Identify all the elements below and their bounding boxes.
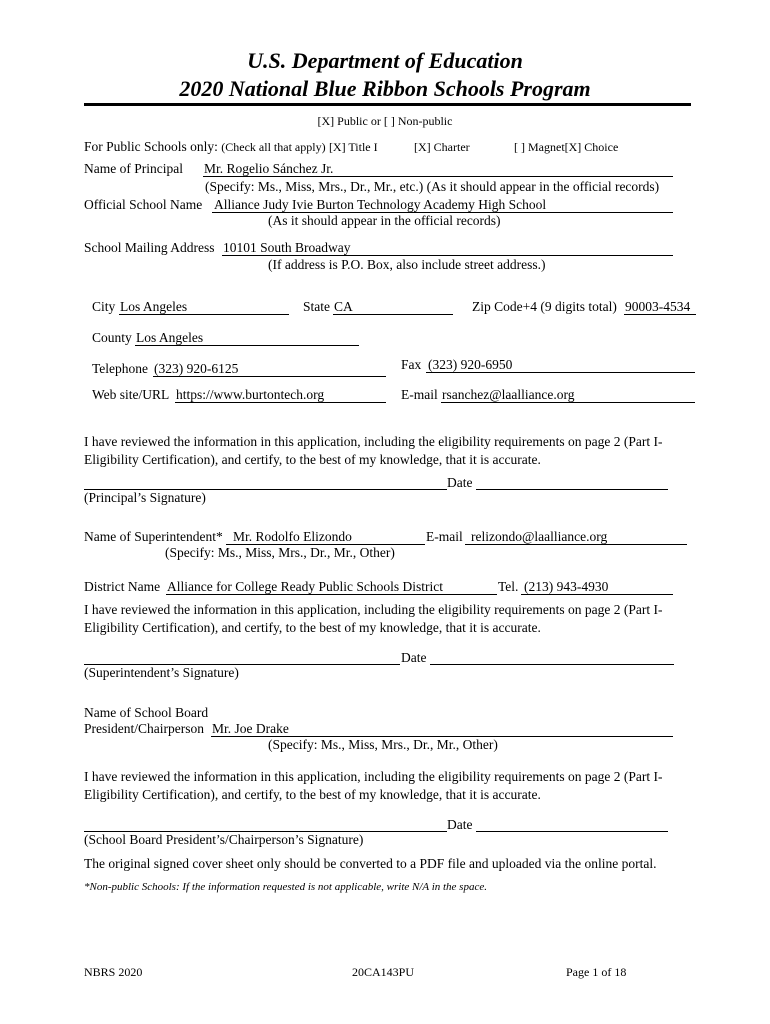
district-tel-label: Tel.	[498, 579, 519, 594]
city-value: Los Angeles	[120, 299, 188, 314]
website-label: Web site/URL	[92, 387, 170, 402]
website-line	[175, 402, 386, 403]
superintendent-date-line	[430, 664, 674, 665]
principal-hint: (Specify: Ms., Miss, Mrs., Dr., Mr., etc.) (As it should appear in the official records)	[205, 179, 660, 194]
telephone-line	[153, 376, 386, 377]
county-label: County	[92, 330, 132, 345]
superintendent-email-line	[465, 544, 687, 545]
school-name-value: Alliance Judy Ivie Burton Technology Academy High School	[214, 197, 547, 212]
superintendent-email-value: relizondo@laalliance.org	[471, 529, 608, 544]
board-date-line	[476, 831, 668, 832]
fax-label: Fax	[401, 357, 422, 372]
magnet-choice-checkbox: [ ] Magnet[X] Choice	[514, 140, 619, 154]
fax-line	[426, 372, 695, 373]
email-line	[441, 402, 695, 403]
state-label: State	[303, 299, 330, 314]
principal-signature-caption: (Principal’s Signature)	[84, 490, 206, 505]
superintendent-certification: I have reviewed the information in this application, including the eligibility requirements on page 2 (Part I-Eligibility Certification), and certify, to the best of my knowledge, that it is accurate.	[84, 602, 663, 635]
mailing-address-hint: (If address is P.O. Box, also include street address.)	[268, 257, 546, 272]
school-name-label: Official School Name	[84, 197, 203, 212]
telephone-value: (323) 920-6125	[154, 361, 239, 376]
district-line	[166, 594, 497, 595]
state-value: CA	[334, 299, 353, 314]
footer-page-number: Page 1 of 18	[566, 965, 627, 979]
zip-value: 90003-4534	[625, 299, 691, 314]
board-label-1: Name of School Board	[84, 705, 209, 720]
board-hint: (Specify: Ms., Miss, Mrs., Dr., Mr., Other)	[268, 737, 498, 752]
superintendent-date-label: Date	[401, 650, 427, 665]
public-only-instruction: (Check all that apply)	[221, 140, 326, 154]
principal-date-line	[476, 489, 668, 490]
board-certification: I have reviewed the information in this application, including the eligibility requirements on page 2 (Part I-Eligibility Certification), and certify, to the best of my knowledge, that it is accurate.	[84, 769, 663, 802]
fax-value: (323) 920-6950	[428, 357, 513, 372]
mailing-address-line	[222, 255, 673, 256]
district-label: District Name	[84, 579, 161, 594]
county-value: Los Angeles	[136, 330, 204, 345]
district-tel-value: (213) 943-4930	[524, 579, 609, 594]
email-value: rsanchez@laalliance.org	[442, 387, 575, 402]
school-type: [X] Public or [ ] Non-public	[317, 114, 453, 128]
board-label-2: President/Chairperson	[84, 721, 204, 736]
city-line	[119, 314, 289, 315]
upload-note: The original signed cover sheet only should be converted to a PDF file and uploaded via the online portal.	[84, 856, 657, 871]
zip-line	[624, 314, 696, 315]
principal-date-label: Date	[447, 475, 473, 490]
superintendent-value: Mr. Rodolfo Elizondo	[233, 529, 352, 544]
mailing-address-value: 10101 South Broadway	[223, 240, 351, 255]
zip-label: Zip Code+4 (9 digits total)	[472, 299, 617, 314]
superintendent-email-label: E-mail	[426, 529, 463, 544]
board-date-label: Date	[447, 817, 473, 832]
footer-center: 20CA143PU	[352, 965, 415, 979]
public-only-text: For Public Schools only:	[84, 139, 218, 154]
superintendent-hint: (Specify: Ms., Miss, Mrs., Dr., Mr., Other)	[165, 545, 395, 560]
nonpublic-note: *Non-public Schools: If the information requested is not applicable, write N/A in the space.	[84, 881, 487, 893]
principal-label: Name of Principal	[84, 161, 183, 176]
page-title: U.S. Department of Education	[247, 48, 523, 73]
principal-line	[203, 176, 673, 177]
title-i-checkbox: [X] Title I	[328, 140, 378, 154]
board-signature-caption: (School Board President’s/Chairperson’s Signature)	[84, 832, 364, 847]
county-line	[135, 345, 359, 346]
website-value: https://www.burtontech.org	[176, 387, 325, 402]
district-value: Alliance for College Ready Public Schools District	[167, 579, 443, 594]
city-label: City	[92, 299, 116, 314]
district-tel-line	[521, 594, 673, 595]
telephone-label: Telephone	[92, 361, 149, 376]
email-label: E-mail	[401, 387, 438, 402]
page-subtitle: 2020 National Blue Ribbon Schools Program	[179, 76, 591, 101]
superintendent-signature-caption: (Superintendent’s Signature)	[84, 665, 239, 680]
principal-value: Mr. Rogelio Sánchez Jr.	[204, 161, 334, 176]
mailing-address-label: School Mailing Address	[84, 240, 215, 255]
footer-left: NBRS 2020	[84, 965, 143, 979]
title-rule	[84, 103, 691, 106]
state-line	[333, 314, 453, 315]
public-only-label	[84, 139, 378, 155]
school-name-hint: (As it should appear in the official records)	[268, 213, 501, 228]
charter-checkbox: [X] Charter	[414, 140, 470, 154]
superintendent-label: Name of Superintendent*	[84, 529, 223, 544]
principal-certification: I have reviewed the information in this application, including the eligibility requirements on page 2 (Part I-Eligibility Certification), and certify, to the best of my knowledge, that it is accurate.	[84, 434, 663, 467]
board-value: Mr. Joe Drake	[212, 721, 289, 736]
